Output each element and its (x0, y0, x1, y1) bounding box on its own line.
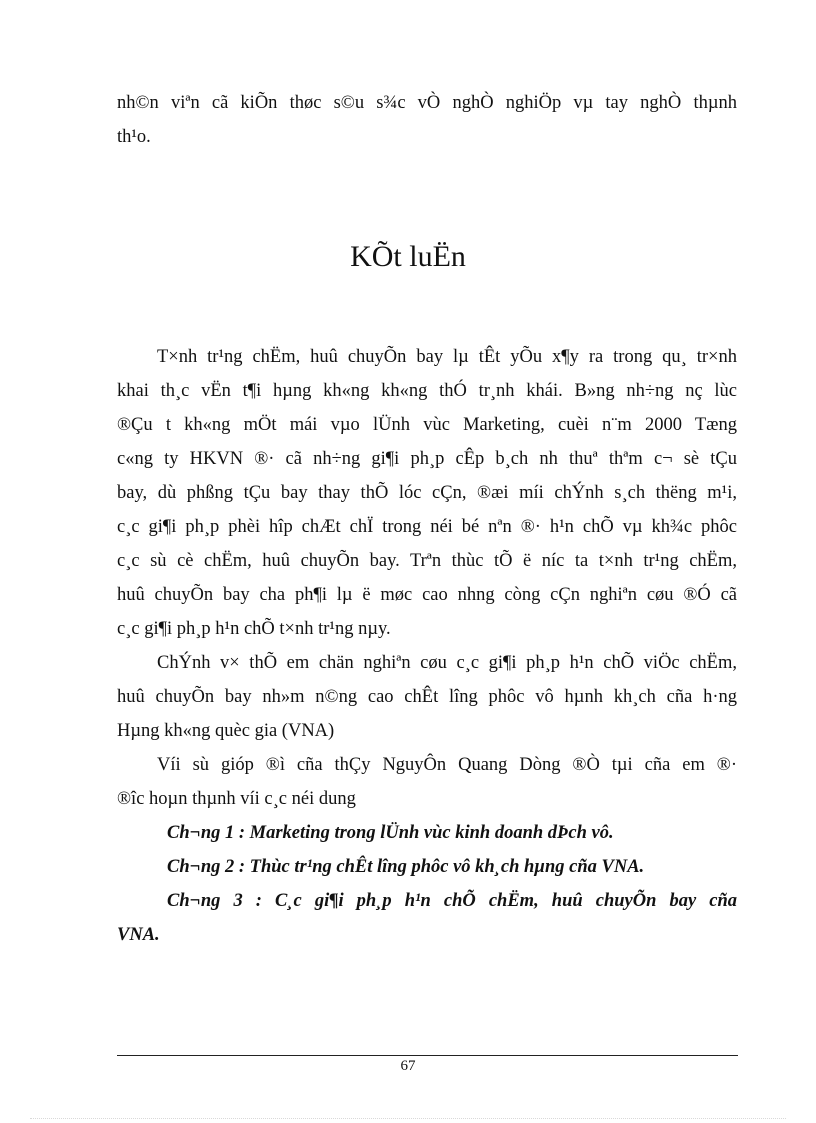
text-line: T×nh tr¹ng chËm, huû chuyÕn bay lµ tÊt yÕu x¶y ra trong qu¸ tr×nh (157, 347, 737, 367)
chapter-1-line: Ch¬ng 1 : Marketing trong lÜnh vùc kinh doanh dÞch vô. (167, 823, 614, 843)
page-edge-divider (30, 1118, 786, 1119)
footer-divider (117, 1055, 738, 1056)
text-line: ®Çu t kh«ng mÖt mái vµo lÜnh vùc Marketing, cuèi n¨m 2000 Tæng (117, 415, 737, 435)
text-line: huû chuyÕn bay cha ph¶i lµ ë møc cao nhng còng cÇn nghiªn cøu ®Ó cã (117, 585, 737, 605)
text-line: Hµng kh«ng quèc gia (VNA) (117, 721, 335, 741)
chapter-3-line-cont: VNA. (117, 925, 160, 945)
chapter-2-line: Ch¬ng 2 : Thùc tr¹ng chÊt lîng phôc vô kh¸ch hµng cña VNA. (167, 857, 645, 877)
text-line: c¸c sù cè chËm, huû chuyÕn bay. Trªn thùc tÕ ë níc ta t×nh tr¹ng chËm, (117, 551, 737, 571)
text-line: ®îc hoµn thµnh víi c¸c néi dung (117, 789, 356, 809)
page-number: 67 (400, 1058, 416, 1074)
section-heading: KÕt luËn (350, 240, 466, 273)
text-line: huû chuyÕn bay nh»m n©ng cao chÊt lîng phôc vô hµnh kh¸ch cña h·ng (117, 687, 737, 707)
text-line: nh©n viªn cã kiÕn thøc s©u s¾c vÒ nghÒ nghiÖp vµ tay nghÒ thµnh (117, 93, 737, 113)
text-line: c¸c gi¶i ph¸p phèi hîp chÆt chÏ trong néi bé nªn ®· h¹n chÕ vµ kh¾c phôc (117, 517, 737, 537)
chapter-3-line: Ch¬ng 3 : C¸c gi¶i ph¸p h¹n chÕ chËm, huû chuyÕn bay cña (167, 891, 737, 911)
text-line: c«ng ty HKVN ®· cã nh÷ng gi¶i ph¸p cÊp b¸ch nh thuª thªm c¬ sè tÇu (117, 449, 737, 469)
text-line: bay, dù phßng tÇu bay thay thÕ lóc cÇn, ®æi míi chÝnh s¸ch thëng m¹i, (117, 483, 737, 503)
text-line: c¸c gi¶i ph¸p h¹n chÕ t×nh tr¹ng nµy. (117, 619, 391, 639)
text-line: khai th¸c vËn t¶i hµng kh«ng kh«ng thÓ tr¸nh khái. B»ng nh÷ng nç lùc (117, 381, 737, 401)
paragraph-situation (117, 340, 737, 952)
text-line: Víi sù gióp ®ì cña thÇy NguyÔn Quang Dòng ®Ò tµi cña em ®· (157, 755, 737, 775)
text-line: ChÝnh v× thÕ em chän nghiªn cøu c¸c gi¶i ph¸p h¹n chÕ viÖc chËm, (157, 653, 737, 673)
text-line: th¹o. (117, 127, 151, 147)
intro-paragraph (117, 86, 737, 154)
